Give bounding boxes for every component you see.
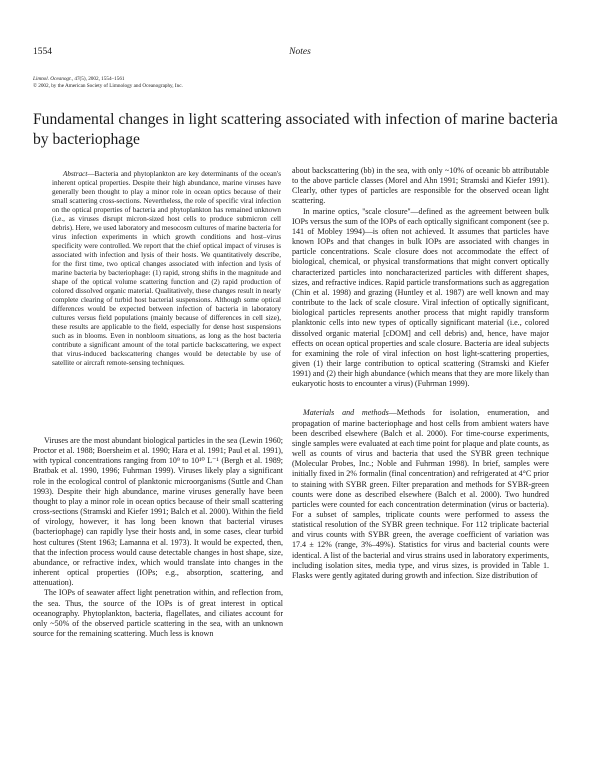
body-paragraph-2: The IOPs of seawater affect light penetration within, and reflection from, the sea. Thus, the source of the IOPs is of great interest in optical oceanography. Phytoplankton, bacteria, flagellates, and ciliates account for only ~50% of the observed particle scattering in the sea, with an unknown source for the remaining scattering. Much less is known	[33, 588, 283, 638]
methods-paragraph	[292, 408, 549, 581]
citation-block	[33, 76, 183, 91]
page-number: 1554	[33, 47, 52, 57]
right-column	[292, 166, 549, 581]
citation-details: , 47(5), 2002, 1554–1561	[71, 76, 125, 82]
left-column-body	[33, 436, 283, 639]
body-paragraph-1: Viruses are the most abundant biological particles in the sea (Lewin 1960; Proctor et al. 1988; Boersheim et al. 1990; Hara et al. 1991; Paul et al. 1991), with typical concentrations ranging from 10⁹ to 10¹⁰ L⁻¹ (Bergh et al. 1989; Bratbak et al. 1990, 1996; Fuhrman 1999). Viruses likely play a significant role in the ecological control of planktonic microorganisms (Suttle and Chan 1993). Despite their high abundance, marine viruses generally have been thought to play a minor role in ocean optics because of their small scattering cross-sections (Stramski and Kiefer 1991; Balch et al. 2000). Within the field of virology, however, it has long been known that bacterial viruses (bacteriophage) can rapidly lyse their hosts and, in some cases, clear turbid host cultures (Stent 1963; Lamanna et al. 1973). It would be expected, then, that the infection process would cause detectable changes in host shape, size, abundance, or refractive index, which would translate into changes in the inherent optical properties (IOPs; e.g., absorption, scattering, and attenuation).	[33, 436, 283, 588]
copyright-line: © 2002, by the American Society of Limnology and Oceanography, Inc.	[33, 83, 183, 90]
abstract-label: Abstract	[63, 170, 88, 178]
journal-name: Limnol. Oceanogr.	[33, 76, 72, 82]
abstract-paragraph	[52, 170, 281, 368]
right-paragraph-continued: about backscattering (bb) in the sea, with only ~10% of oceanic bb attributable to the above particle classes (Morel and Ahn 1991; Stramski and Kiefer 1991). Clearly, other types of particles are responsible for the observed ocean light scattering.	[292, 166, 549, 206]
abstract-text: —Bacteria and phytoplankton are key determinants of the ocean's inherent optical properties. Despite their high abundance, marine viruses have generally been thought to play a minor role in ocean optics because of their small scattering cross-sections. Nevertheless, the role of specific viral infection on the optical properties of bacteria and phytoplankton has remained unknown (i.e., as viruses disrupt micron-sized host cells to produce submicron cell debris). Here, we used laboratory and mesocosm cultures of marine bacteria for virus infection experiments in which growth conditions and host–virus specificity were controlled. We report that the chief optical impact of viruses is associated with infection and lysis of their hosts. We quantitatively describe, for the first time, two optical changes associated with infection and lysis of marine bacteria by bacteriophage: (1) rapid, strong shifts in the magnitude and shape of the optical volume scattering function and (2) rapid production of colored dissolved organic material. Qualitatively, these changes result in nearly complete clearing of turbid host bacterial suspensions. Although some optical differences would be expected between infection of bacteria in laboratory cultures versus field populations (mainly because of differences in cell size), these results are applicable to the field, especially for dense host suspensions such as in blooms. Even in nonbloom situations, as long as the host bacteria contribute a significant amount of the total particle backscattering, we expect that virus-induced backscattering changes would be detectable by use of satellite or aircraft remote-sensing techniques.	[52, 170, 281, 368]
running-title: Notes	[289, 47, 311, 57]
abstract	[52, 170, 281, 368]
methods-heading: Materials and methods	[303, 408, 389, 418]
right-paragraph-scale-closure: In marine optics, ''scale closure''—defined as the agreement between bulk IOPs versus the sum of the IOPs of each optically significant component (see p. 141 of Mobley 1994)—is often not achieved. It assumes that particles have known IOPs and that changes in bulk IOPs are associated with changes in particle concentrations. Scale closure does not accommodate the effect of biological, chemical, or physical transformations that might convert optically characterized particles into noncharacterized particles with different shapes, sizes, and refractive indices. Rapid particle transformations such as aggregation (Chin et al. 1998) and grazing (Huntley et al. 1987) are well known and may contribute to the lack of scale closure. Viral infection of optically significant, biological particles represents another process that might rapidly transform planktonic cells into new types of optically significant material (i.e., colored dissolved organic material [cDOM] and cell debris) and, hence, have major effects on ocean optical properties and scale closure. Bacteria are ideal subjects for examining the role of viral infection on host light-scattering properties, given (1) their large contribution to optical scattering (Stramski and Kiefer 1991) and (2) their high abundance (which means that they are more likely than eukaryotic hosts to encounter a virus) (Fuhrman 1999).	[292, 206, 549, 389]
article-title: Fundamental changes in light scattering associated with infection of marine bacteria by bacteriophage	[33, 111, 558, 148]
methods-text: —Methods for isolation, enumeration, and propagation of marine bacteriophage and host cells from ambient waters have been described elsewhere (Balch et al. 2000). For time-course experiments, single samples were evaluated at each time point for plaque and plate counts, as well as counts of virus and bacteria that used the SYBR green technique (Molecular Probes, Inc.; Noble and Fuhrman 1998). In brief, samples were initially fixed in 2% formalin (final concentration) and refrigerated at 4°C prior to staining with SYBR green. Filter preparation and methods for SYBR-green counts were done as described elsewhere (Balch et al. 2000). Two hundred particles were counted for each concentration determination (virus or bacteria). For a subset of samples, triplicate counts were performed to assess the statistical resolution of the SYBR green technique. For 112 triplicate bacterial and virus counts with SYBR green, the average coefficient of variation was 17.4 ± 12% (range, 3%–49%). Statistics for virus and bacterial counts were identical. A list of the bacterial and virus strains used in laboratory experiments, including isolation sites, media type, and virus sizes, is provided in Table 1. Flasks were gently agitated during growth and infection. Size distribution of	[292, 408, 549, 580]
